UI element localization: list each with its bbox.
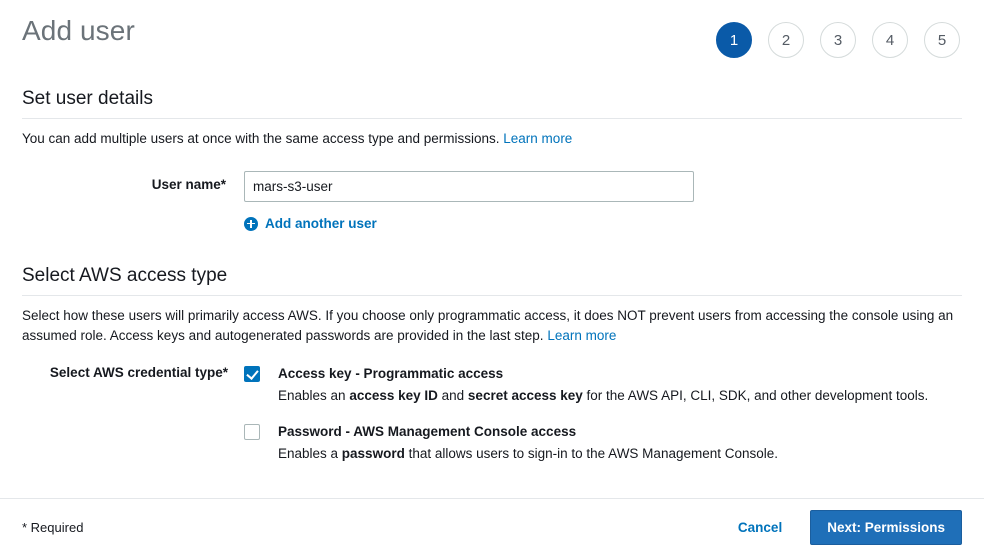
cancel-button[interactable]: Cancel [732, 519, 788, 536]
desc-part: Enables an [278, 388, 350, 403]
required-note: * Required [22, 520, 84, 535]
access-type-section [22, 265, 962, 480]
option-password-console-access-text [278, 422, 778, 464]
desc-part-bold: secret access key [467, 388, 583, 403]
username-label: User name* [151, 177, 226, 192]
page-title: Add user [22, 15, 135, 46]
step-2[interactable]: 2 [768, 22, 804, 58]
user-details-description [22, 129, 962, 149]
wizard-footer [0, 498, 984, 556]
desc-part: that allows users to sign-in to the AWS Management Console. [404, 446, 779, 461]
user-details-description-text: You can add multiple users at once with the same access type and permissions. [22, 131, 500, 146]
user-details-learn-more-link[interactable]: Learn more [503, 131, 573, 146]
checkbox-programmatic-access[interactable] [244, 366, 260, 382]
desc-part: for the AWS API, CLI, SDK, and other development tools. [582, 388, 929, 403]
step-4[interactable]: 4 [872, 22, 908, 58]
option-programmatic-access-text [278, 364, 928, 406]
step-5[interactable]: 5 [924, 22, 960, 58]
footer-actions [732, 510, 962, 545]
credential-type-row [22, 364, 962, 480]
option-programmatic-access-title: Access key - Programmatic access [278, 366, 504, 381]
access-type-description-text: Select how these users will primarily access AWS. If you choose only programmatic access, it does NOT prevent users from accessing the console using an assumed role. Access keys and autogenerated passwords are provided in the last step. [22, 308, 954, 343]
set-user-details-section [22, 88, 962, 231]
desc-part: Enables a [278, 446, 342, 461]
option-programmatic-access-description [278, 386, 928, 406]
desc-part: and [437, 388, 468, 403]
wizard-content [0, 88, 984, 480]
wizard-header [0, 0, 984, 72]
checkbox-password-console-access[interactable] [244, 424, 260, 440]
divider [22, 118, 962, 119]
user-details-heading: Set user details [22, 88, 153, 109]
credential-type-options [244, 364, 962, 480]
option-password-console-access-title: Password - AWS Management Console access [278, 424, 577, 439]
access-type-heading: Select AWS access type [22, 265, 228, 286]
add-another-user-label: Add another user [265, 216, 377, 231]
add-another-user-button[interactable] [244, 216, 377, 231]
username-field-column [244, 171, 962, 231]
username-row [22, 171, 962, 231]
option-password-console-access-description [278, 444, 778, 464]
username-input[interactable] [244, 171, 694, 202]
option-password-console-access[interactable] [244, 422, 962, 464]
desc-part-bold: access key ID [349, 388, 438, 403]
step-indicator [716, 22, 960, 58]
divider-2 [22, 295, 962, 296]
next-permissions-button[interactable]: Next: Permissions [810, 510, 962, 545]
option-programmatic-access[interactable] [244, 364, 962, 406]
step-3[interactable]: 3 [820, 22, 856, 58]
access-type-description [22, 306, 962, 346]
desc-part-bold: password [341, 446, 405, 461]
access-type-learn-more-link[interactable]: Learn more [547, 328, 617, 343]
plus-circle-icon [244, 217, 258, 231]
credential-type-label: Select AWS credential type* [49, 365, 228, 380]
step-1[interactable]: 1 [716, 22, 752, 58]
